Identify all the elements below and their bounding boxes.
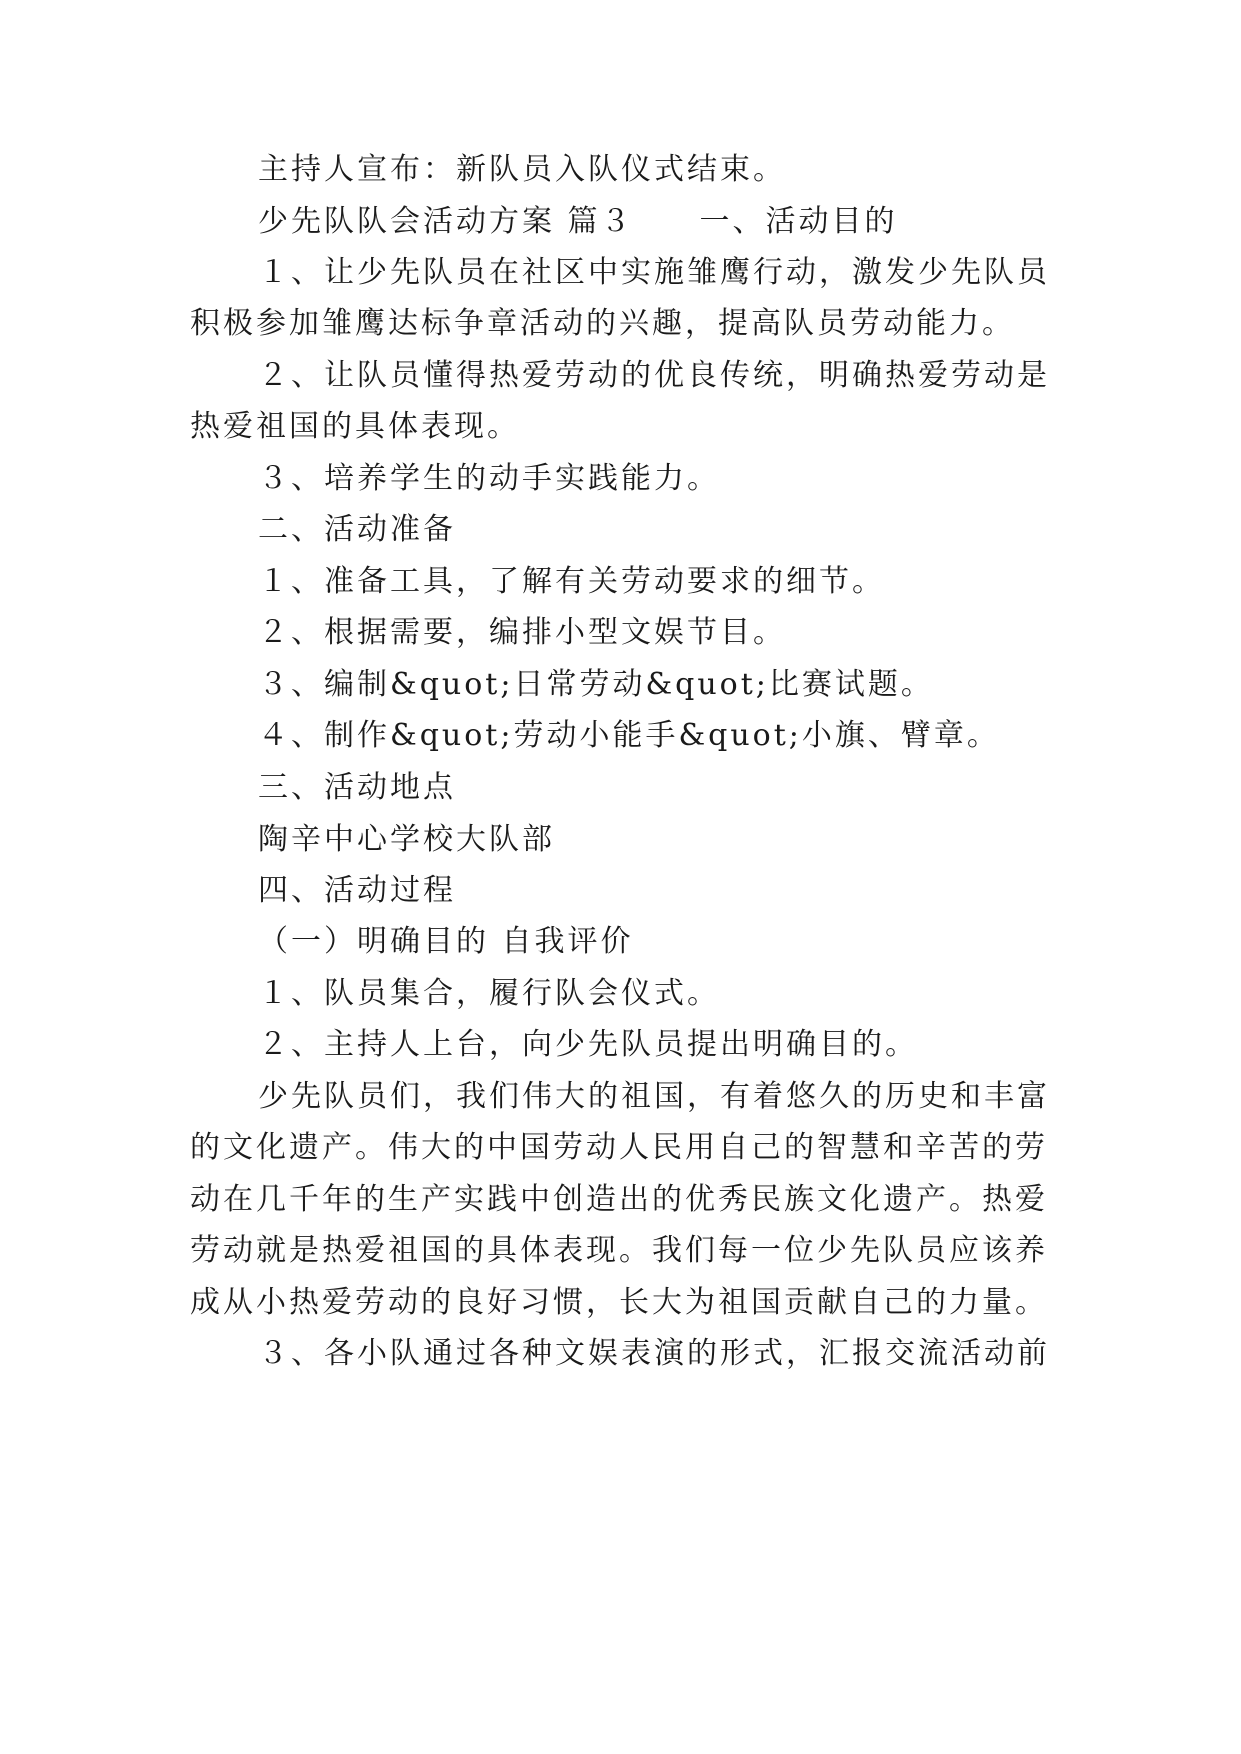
text-line: 成从小热爱劳动的良好习惯，长大为祖国贡献自己的力量。 [190,1285,1048,1320]
section-heading: 四、活动过程 [258,873,456,908]
text-line: 劳动就是热爱祖国的具体表现。我们每一位少先队员应该养 [190,1233,1048,1268]
section-heading: 三、活动地点 [258,770,456,805]
text-line: 少先队员们，我们伟大的祖国，有着悠久的历史和丰富 [258,1079,1050,1114]
text-line: 积极参加雏鹰达标争章活动的兴趣，提高队员劳动能力。 [190,306,1015,341]
text-line: 动在几千年的生产实践中创造出的优秀民族文化遗产。热爱 [190,1182,1048,1217]
text-line: 少先队队会活动方案 篇３ 一、活动目的 [258,204,898,239]
text-line: ４、制作&quot;劳动小能手&quot;小旗、臂章。 [258,718,1000,753]
text-line: ２、主持人上台，向少先队员提出明确目的。 [258,1027,918,1062]
text-line: 陶辛中心学校大队部 [258,822,555,857]
subsection-heading: （一）明确目的 自我评价 [258,924,634,959]
text-line: ３、培养学生的动手实践能力。 [258,461,720,496]
text-line: 主持人宣布：新队员入队仪式结束。 [258,152,786,187]
text-line: １、准备工具，了解有关劳动要求的细节。 [258,564,885,599]
text-line: ２、让队员懂得热爱劳动的优良传统，明确热爱劳动是 [258,358,1050,393]
text-line: ３、各小队通过各种文娱表演的形式，汇报交流活动前 [258,1336,1050,1371]
text-line: ２、根据需要，编排小型文娱节目。 [258,615,786,650]
text-line: 的文化遗产。伟大的中国劳动人民用自己的智慧和辛苦的劳 [190,1130,1048,1165]
text-line: １、让少先队员在社区中实施雏鹰行动，激发少先队员 [258,255,1050,290]
text-line: ３、编制&quot;日常劳动&quot;比赛试题。 [258,667,934,702]
text-line: １、队员集合，履行队会仪式。 [258,976,720,1011]
section-heading: 二、活动准备 [258,512,456,547]
text-line: 热爱祖国的具体表现。 [190,409,520,444]
